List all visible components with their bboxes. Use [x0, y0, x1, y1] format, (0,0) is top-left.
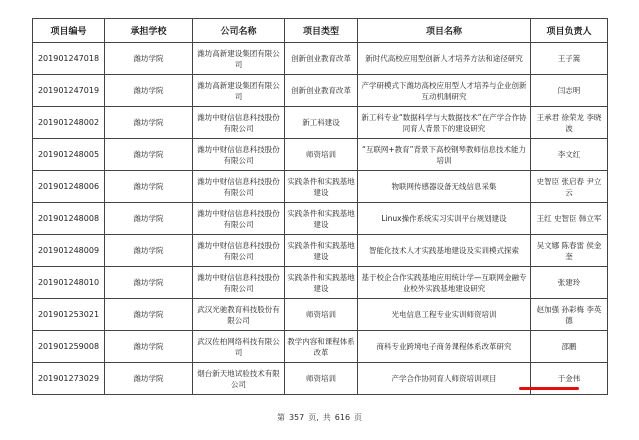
cell-school: 潍坊学院 — [105, 203, 193, 235]
table-row — [33, 267, 608, 299]
page-footer — [0, 412, 639, 423]
cell-project-id: 201901248006 — [33, 171, 105, 203]
table-row — [33, 107, 608, 139]
cell-project-id: 201901273029 — [33, 363, 105, 395]
cell-type: 新工科建设 — [285, 107, 358, 139]
cell-company: 武汉光驰教育科技股份有限公司 — [193, 299, 285, 331]
total-unit: 页 — [354, 413, 363, 422]
cell-leader: 王子篙 — [531, 43, 608, 75]
cell-leader: 邵鹏 — [531, 331, 608, 363]
column-header-leader: 项目负责人 — [531, 19, 608, 43]
cell-project-id: 201901247018 — [33, 43, 105, 75]
cell-leader: 张建玲 — [531, 267, 608, 299]
cell-project-id: 201901253021 — [33, 299, 105, 331]
total-prefix: 共 — [322, 413, 331, 422]
cell-type: 创新创业教育改革 — [285, 75, 358, 107]
cell-project-id: 201901248009 — [33, 235, 105, 267]
cell-project-name: Linux操作系统实习实训平台规划建设 — [358, 203, 531, 235]
cell-project-name: 新工科专业“数据科学与大数据技术”在产学合作协同育人背景下的建设研究 — [358, 107, 531, 139]
cell-company: 潍坊中财信信息科技股份有限公司 — [193, 267, 285, 299]
cell-project-id: 201901259008 — [33, 331, 105, 363]
cell-project-id: 201901248010 — [33, 267, 105, 299]
column-header-name: 项目名称 — [358, 19, 531, 43]
cell-school: 潍坊学院 — [105, 299, 193, 331]
cell-company: 潍坊中财信信息科技股份有限公司 — [193, 107, 285, 139]
cell-leader: 王红 史智臣 韩立军 — [531, 203, 608, 235]
cell-school: 潍坊学院 — [105, 267, 193, 299]
total-number: 616 — [334, 413, 351, 422]
table-row — [33, 171, 608, 203]
cell-project-id: 201901248002 — [33, 107, 105, 139]
cell-leader: 李文红 — [531, 139, 608, 171]
cell-type: 创新创业教育改革 — [285, 43, 358, 75]
table-row — [33, 299, 608, 331]
cell-leader: 于金伟 — [531, 363, 608, 395]
table-row — [33, 203, 608, 235]
cell-school: 潍坊学院 — [105, 171, 193, 203]
red-underline-annotation — [519, 387, 579, 390]
table-row — [33, 75, 608, 107]
cell-school: 潍坊学院 — [105, 43, 193, 75]
cell-school: 潍坊学院 — [105, 235, 193, 267]
cell-school: 潍坊学院 — [105, 75, 193, 107]
cell-school: 潍坊学院 — [105, 139, 193, 171]
cell-project-name: 基于校企合作实践基地应用统计学—互联网金融专业校外实践基地建设研究 — [358, 267, 531, 299]
cell-company: 潍坊高新建设集团有限公司 — [193, 75, 285, 107]
cell-project-id: 201901247019 — [33, 75, 105, 107]
cell-company: 潍坊中财信信息科技股份有限公司 — [193, 235, 285, 267]
cell-project-name: 产学合作协同育人师资培训项目 — [358, 363, 531, 395]
table-row — [33, 43, 608, 75]
cell-company: 潍坊中财信信息科技股份有限公司 — [193, 171, 285, 203]
cell-company: 潍坊中财信信息科技股份有限公司 — [193, 203, 285, 235]
cell-company: 潍坊中财信信息科技股份有限公司 — [193, 139, 285, 171]
cell-company: 武汉佐柏网络科技有限公司 — [193, 331, 285, 363]
cell-leader: 吴文娜 陈春雷 侯金奎 — [531, 235, 608, 267]
cell-leader: 赵加强 孙彩梅 李英德 — [531, 299, 608, 331]
table-row — [33, 139, 608, 171]
cell-school: 潍坊学院 — [105, 331, 193, 363]
column-header-company: 公司名称 — [193, 19, 285, 43]
cell-company: 潍坊高新建设集团有限公司 — [193, 43, 285, 75]
cell-project-name: “互联网+教育”背景下高校钢琴教师信息技术能力培训 — [358, 139, 531, 171]
cell-type: 实践条件和实践基地建设 — [285, 203, 358, 235]
cell-project-name: 物联网传感器设备无线信息采集 — [358, 171, 531, 203]
cell-company: 烟台新天地试验技术有限公司 — [193, 363, 285, 395]
cell-project-id: 201901248005 — [33, 139, 105, 171]
cell-school: 潍坊学院 — [105, 363, 193, 395]
cell-type: 教学内容和课程体系改革 — [285, 331, 358, 363]
column-header-id: 项目编号 — [33, 19, 105, 43]
table-header-row — [33, 19, 608, 43]
cell-type: 实践条件和实践基地建设 — [285, 267, 358, 299]
page-unit: 页, — [308, 413, 319, 422]
page-number: 357 — [288, 413, 305, 422]
cell-type: 实践条件和实践基地建设 — [285, 171, 358, 203]
cell-project-name: 智能化技术人才实践基地建设及实训模式探索 — [358, 235, 531, 267]
project-table — [32, 18, 608, 395]
column-header-type: 项目类型 — [285, 19, 358, 43]
cell-type: 师资培训 — [285, 299, 358, 331]
cell-school: 潍坊学院 — [105, 107, 193, 139]
table-row — [33, 235, 608, 267]
cell-project-name: 新时代高校应用型创新人才培养方法和途径研究 — [358, 43, 531, 75]
cell-leader: 闫志明 — [531, 75, 608, 107]
column-header-school: 承担学校 — [105, 19, 193, 43]
cell-type: 师资培训 — [285, 139, 358, 171]
cell-type: 实践条件和实践基地建设 — [285, 235, 358, 267]
cell-leader: 史智臣 张启春 尹立云 — [531, 171, 608, 203]
cell-project-name: 产学研模式下潍坊高校应用型人才培养与企业创新互动机制研究 — [358, 75, 531, 107]
table-row — [33, 331, 608, 363]
cell-leader: 王承君 徐荣龙 李晓波 — [531, 107, 608, 139]
page-prefix: 第 — [276, 413, 285, 422]
cell-type: 师资培训 — [285, 363, 358, 395]
cell-project-id: 201901248008 — [33, 203, 105, 235]
cell-project-name: 商科专业跨境电子商务课程体系改革研究 — [358, 331, 531, 363]
cell-project-name: 光电信息工程专业实训师资培训 — [358, 299, 531, 331]
